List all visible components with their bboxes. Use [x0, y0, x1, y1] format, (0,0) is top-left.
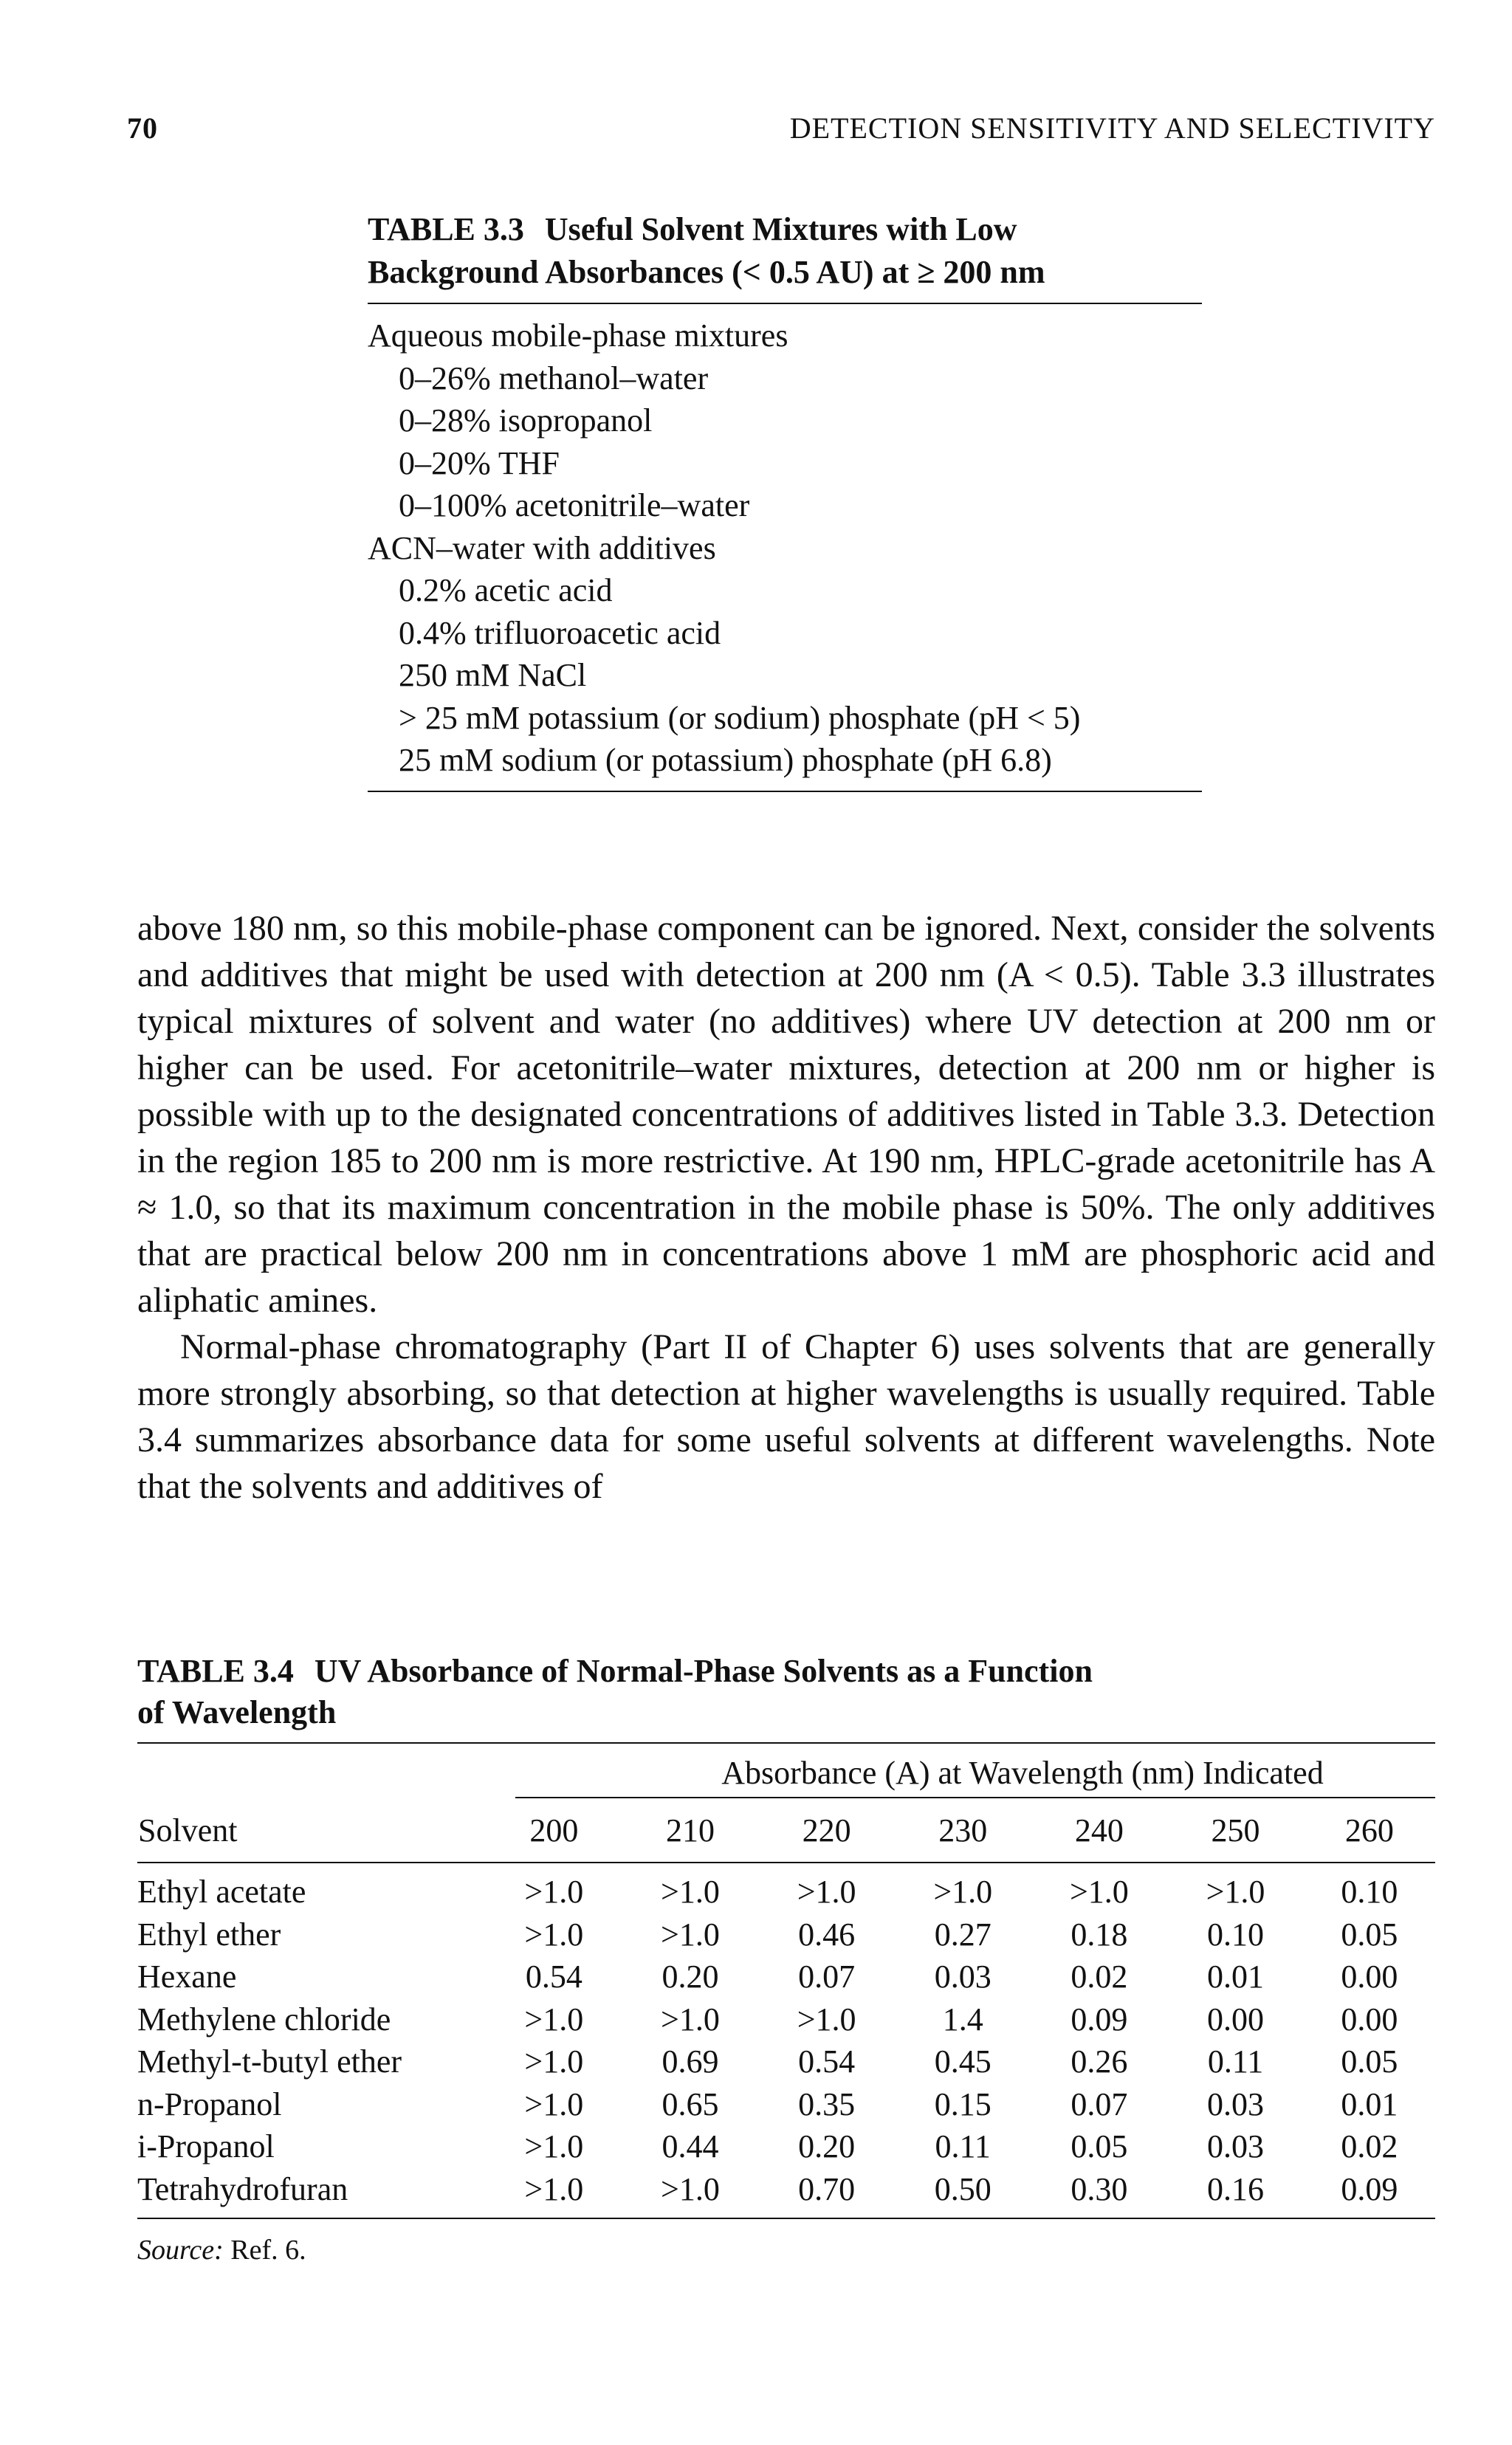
solvent-name-cell: Tetrahydrofuran	[137, 2168, 486, 2219]
absorbance-cell: 0.11	[1207, 2043, 1264, 2080]
table-3-3	[368, 208, 1202, 792]
table-3-4-caption-line1: UV Absorbance of Normal-Phase Solvents as a Function	[314, 1653, 1093, 1689]
absorbance-cell: 0.26	[1071, 2043, 1128, 2080]
absorbance-cell: 0.01	[1341, 2085, 1398, 2122]
absorbance-cell: 0.05	[1341, 1916, 1398, 1953]
absorbance-cell: 0.20	[662, 1959, 719, 1995]
table-3-4-grid	[137, 1798, 1435, 2219]
absorbance-cell: 0.18	[1071, 1916, 1128, 1953]
absorbance-cell: 0.05	[1071, 2128, 1128, 2165]
table-row	[137, 1998, 1435, 2041]
column-header-wavelength: 240	[1031, 1798, 1168, 1863]
running-header	[127, 111, 1435, 155]
table-3-3-item: > 25 mM potassium (or sodium) phosphate (pH < 5)	[399, 699, 1081, 736]
absorbance-cell: >1.0	[486, 2168, 622, 2219]
source-text: Ref. 6.	[230, 2235, 306, 2266]
table-3-4	[137, 1651, 1435, 2266]
absorbance-cell: >1.0	[797, 2001, 856, 2038]
absorbance-cell: >1.0	[933, 1874, 993, 1911]
table-3-3-caption	[368, 208, 1202, 294]
table-3-3-body	[368, 304, 1202, 791]
table-3-4-caption-line2: of Wavelength	[137, 1694, 337, 1730]
table-3-3-item: 25 mM sodium (or potassium) phosphate (pH 6.8)	[399, 742, 1052, 778]
spanning-header-text: Absorbance (A) at Wavelength (nm) Indicated	[721, 1755, 1324, 1791]
spanning-header-rule	[515, 1797, 1435, 1798]
column-header-wavelength: 260	[1304, 1798, 1435, 1863]
absorbance-cell: 0.15	[934, 2085, 992, 2122]
solvent-name-cell: Hexane	[137, 1959, 237, 1995]
table-3-3-caption-line1: Useful Solvent Mixtures with Low	[544, 211, 1017, 247]
table-3-4-label: TABLE 3.4	[137, 1653, 294, 1689]
column-header-wavelength: 210	[622, 1798, 759, 1863]
table-row	[137, 2125, 1435, 2168]
absorbance-cell: >1.0	[524, 2128, 584, 2165]
column-header-solvent: Solvent	[137, 1798, 486, 1863]
absorbance-cell: 1.4	[942, 2001, 983, 2038]
absorbance-cell: 0.00	[1207, 2001, 1265, 2038]
paragraph: Normal-phase chromatography (Part II of Chapter 6) uses solvents that are generally more strongly absorbing, so that detection at higher wavelengths is usually required. Table 3.4 summarizes absorbance data for some useful solvents at different wavelengths. Note that the solvents and additives of	[137, 1327, 1435, 1506]
absorbance-cell: 0.30	[1031, 2168, 1168, 2219]
table-3-3-item: 0.4% trifluoroacetic acid	[399, 614, 721, 651]
absorbance-cell: 0.07	[1071, 2085, 1128, 2122]
absorbance-cell: 0.02	[1341, 2128, 1398, 2165]
absorbance-cell: 0.54	[525, 1959, 583, 1995]
solvent-name-cell: i-Propanol	[137, 2128, 275, 2165]
absorbance-cell: >1.0	[524, 1916, 584, 1953]
absorbance-cell: 0.65	[662, 2085, 719, 2122]
table-3-3-item: 0–28% isopropanol	[399, 402, 653, 439]
absorbance-cell: >1.0	[661, 1916, 720, 1953]
absorbance-cell: 0.05	[1341, 2043, 1398, 2080]
table-row	[137, 1913, 1435, 1956]
absorbance-cell: >1.0	[524, 2001, 584, 2038]
table-3-3-item: 250 mM NaCl	[399, 657, 587, 693]
table-3-3-bottom-rule	[368, 791, 1202, 792]
column-header-wavelength: 200	[486, 1798, 622, 1863]
absorbance-cell: 0.69	[662, 2043, 719, 2080]
solvent-name-cell: Methyl-t-butyl ether	[137, 2043, 402, 2080]
table-row	[137, 2083, 1435, 2126]
table-3-3-group-heading: ACN–water with additives	[368, 529, 716, 566]
table-3-3-group-heading: Aqueous mobile-phase mixtures	[368, 317, 788, 354]
absorbance-cell: 0.45	[934, 2043, 992, 2080]
absorbance-cell: 0.27	[934, 1916, 992, 1953]
column-header-wavelength: 230	[895, 1798, 1031, 1863]
table-3-3-item: 0.2% acetic acid	[399, 572, 613, 608]
table-3-4-caption	[137, 1651, 1245, 1733]
absorbance-cell: 0.03	[1207, 2085, 1265, 2122]
absorbance-cell: 0.00	[1341, 1959, 1398, 1995]
absorbance-cell: >1.0	[1206, 1874, 1265, 1911]
table-row	[137, 1956, 1435, 1998]
table-3-3-label: TABLE 3.3	[368, 211, 524, 247]
table-3-4-body	[137, 1863, 1435, 2218]
absorbance-cell: 0.03	[1207, 2128, 1265, 2165]
absorbance-cell: 0.54	[798, 2043, 856, 2080]
absorbance-cell: >1.0	[661, 1874, 720, 1911]
absorbance-cell: 0.20	[798, 2128, 856, 2165]
table-row	[137, 1863, 1435, 1913]
solvent-name-cell: Ethyl acetate	[137, 1874, 306, 1911]
table-header-row	[137, 1798, 1435, 1863]
column-header-wavelength: 250	[1167, 1798, 1304, 1863]
absorbance-cell: 0.02	[1071, 1959, 1128, 1995]
absorbance-cell: >1.0	[524, 1874, 584, 1911]
page-number: 70	[127, 111, 158, 145]
absorbance-cell: 0.01	[1207, 1959, 1265, 1995]
table-3-4-source	[137, 2234, 1435, 2266]
table-3-3-caption-line2: Background Absorbances (< 0.5 AU) at ≥ 200 nm	[368, 254, 1045, 290]
absorbance-cell: 0.35	[798, 2085, 856, 2122]
absorbance-cell: 0.09	[1071, 2001, 1128, 2038]
table-3-3-item: 0–100% acetonitrile–water	[399, 487, 750, 523]
absorbance-cell: >1.0	[622, 2168, 759, 2219]
source-label: Source:	[137, 2235, 224, 2266]
absorbance-cell: 0.00	[1341, 2001, 1398, 2038]
absorbance-cell: 0.07	[798, 1959, 856, 1995]
table-row	[137, 2040, 1435, 2083]
paragraph: above 180 nm, so this mobile-phase component can be ignored. Next, consider the solvents and additives that might be used with detection at 200 nm (A < 0.5). Table 3.3 illustrates typical mixtures of solvent and water (no additives) where UV detection at 200 nm or higher can be used. For acetonitrile–water mixtures, detection at 200 nm or higher is possible with up to the designated concentrations of additives listed in Table 3.3. Detection in the region 185 to 200 nm is more restrictive. At 190 nm, HPLC-grade acetonitrile has A ≈ 1.0, so that its maximum concentration in the mobile phase is 50%. The only additives that are practical below 200 nm in concentrations above 1 mM are phosphoric acid and aliphatic amines.	[137, 909, 1435, 1320]
absorbance-cell: 0.46	[798, 1916, 856, 1953]
column-header-wavelength: 220	[758, 1798, 895, 1863]
absorbance-cell: 0.10	[1207, 1916, 1265, 1953]
running-title: DETECTION SENSITIVITY AND SELECTIVITY	[789, 111, 1435, 145]
body-text	[137, 905, 1435, 1510]
solvent-name-cell: Methylene chloride	[137, 2001, 391, 2038]
absorbance-cell: 0.11	[935, 2128, 991, 2165]
solvent-name-cell: Ethyl ether	[137, 1916, 281, 1953]
absorbance-cell: >1.0	[797, 1874, 856, 1911]
absorbance-cell: 0.10	[1341, 1874, 1398, 1911]
table-row	[137, 2168, 1435, 2219]
absorbance-cell: >1.0	[524, 2085, 584, 2122]
absorbance-cell: 0.09	[1304, 2168, 1435, 2219]
absorbance-cell: >1.0	[661, 2001, 720, 2038]
absorbance-cell: >1.0	[524, 2043, 584, 2080]
absorbance-cell: 0.70	[758, 2168, 895, 2219]
absorbance-cell: 0.44	[662, 2128, 719, 2165]
table-3-4-spanning-header	[137, 1744, 1435, 1798]
absorbance-cell: 0.03	[934, 1959, 992, 1995]
solvent-name-cell: n-Propanol	[137, 2085, 282, 2122]
table-3-3-item: 0–26% methanol–water	[399, 360, 709, 396]
absorbance-cell: >1.0	[1069, 1874, 1129, 1911]
absorbance-cell: 0.50	[895, 2168, 1031, 2219]
table-3-3-item: 0–20% THF	[399, 444, 560, 481]
absorbance-cell: 0.16	[1167, 2168, 1304, 2219]
